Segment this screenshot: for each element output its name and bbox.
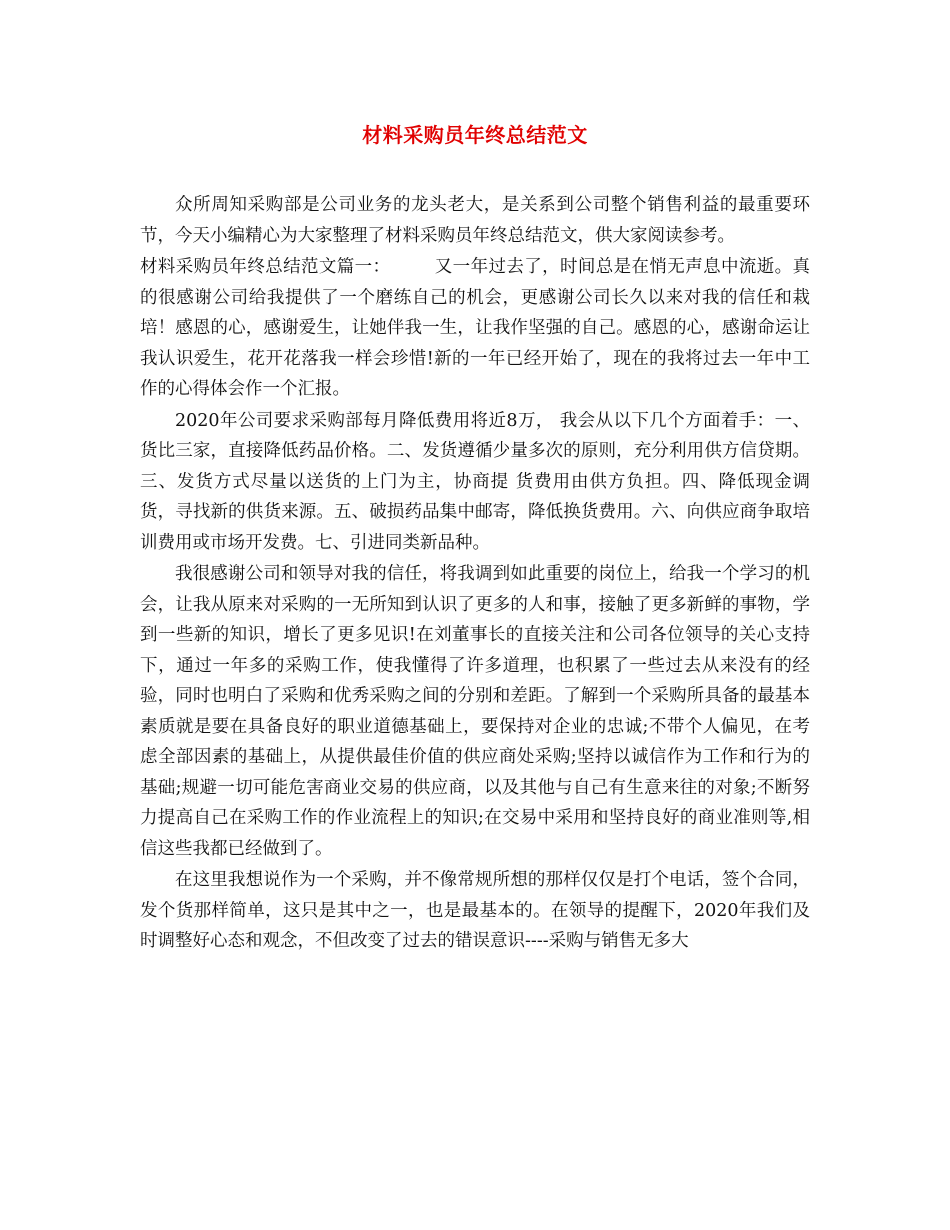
body-paragraph: 2020年公司要求采购部每月降低费用将近8万， 我会从以下几个方面着手：一、货比三家，直接降低药品价格。二、发货遵循少量多次的原则，充分利用供方信贷期。三、发货方式尽量以送货的上门为主，协商提 货费用由供方负担。四、降低现金调货，寻找新的供货来源。五、破损药品集中邮寄，降低换货费用。六、向供应商争取培训费用或市场开发费。七、引进同类新品种。	[140, 410, 810, 553]
body-paragraph: 我很感谢公司和领导对我的信任，将我调到如此重要的岗位上，给我一个学习的机会，让我从原来对采购的一无所知到认识了更多的人和事，接触了更多新鲜的事物，学到一些新的知识，增长了更多见识!在刘董事长的直接关注和公司各位领导的关心支持下，通过一年多的采购工作，使我懂得了许多道理，也积累了一些过去从来没有的经验，同时也明白了采购和优秀采购之间的分别和差距。了解到一个采购所具备的最基本素质就是要在具备良好的职业道德基础上，要保持对企业的忠诚;不带个人偏见，在考虑全部因素的基础上，从提供最佳价值的供应商处采购;坚持以诚信作为工作和行为的基础;规避一切可能危害商业交易的供应商，以及其他与自己有生意来往的对象;不断努力提高自己在采购工作的作业流程上的知识;在交易中采用和坚持良好的商业准则等,相信这些我都已经做到了。	[140, 564, 810, 859]
section-one-paragraph	[140, 252, 810, 405]
intro-paragraph: 众所周知采购部是公司业务的龙头老大，是关系到公司整个销售利益的最重要环节，今天小编精心为大家整理了材料采购员年终总结范文，供大家阅读参考。	[140, 195, 810, 246]
section-label: 材料采购员年终总结范文篇一：	[140, 257, 391, 277]
document-title: 材料采购员年终总结范文	[362, 123, 588, 147]
section-first-text: 又一年过去了，时间总是在悄无声息中流逝。真的很感谢公司给我提供了一个磨练自己的机会，更感谢公司长久以来对我的信任和栽培！感恩的心，感谢爱生，让她伴我一生，让我作坚强的自己。感恩的心，感谢命运让我认识爱生，花开花落我一样会珍惜!新的一年已经开始了，现在的我将过去一年中工作的心得体会作一个汇报。	[140, 257, 811, 399]
body-paragraph: 在这里我想说作为一个采购，并不像常规所想的那样仅仅是打个电话，签个合同，发个货那样简单，这只是其中之一，也是最基本的。在领导的提醒下，2020年我们及时调整好心态和观念，不但改变了过去的错误意识----采购与销售无多大	[140, 870, 810, 951]
document-body	[140, 190, 810, 957]
